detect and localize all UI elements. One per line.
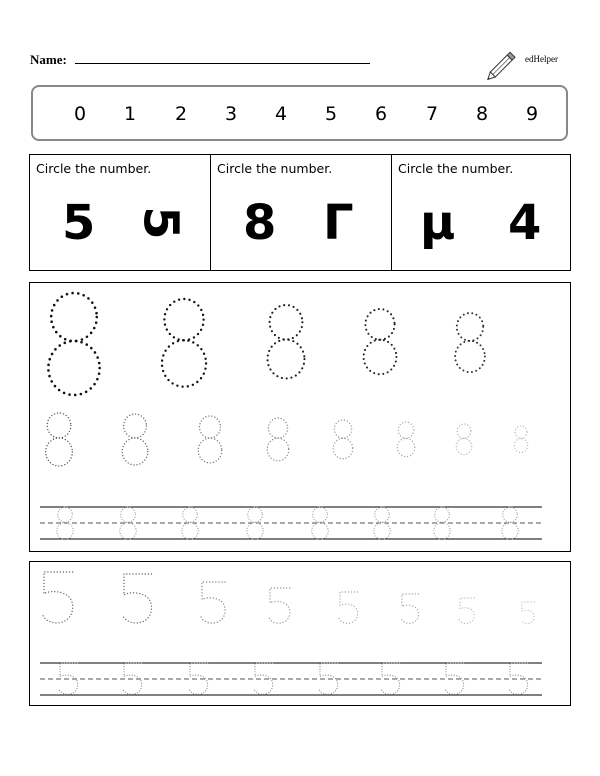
circle-cell-2	[210, 155, 392, 270]
number-0: 0	[73, 103, 87, 125]
trace-eight-large[interactable]	[455, 313, 485, 372]
brand	[485, 48, 575, 82]
circle-cell-3	[391, 155, 573, 270]
circle-cell-1	[30, 155, 210, 270]
cell-instruction: Circle the number.	[398, 161, 514, 176]
number-8: 8	[475, 103, 489, 125]
trace-five[interactable]	[339, 592, 358, 623]
pencil-icon	[485, 48, 521, 82]
choice-digit[interactable]: 5	[62, 195, 96, 251]
trace-eight-large[interactable]	[162, 299, 206, 387]
trace-eight-canvas[interactable]	[30, 283, 572, 553]
trace-five[interactable]	[201, 582, 225, 623]
brand-name: edHelper	[525, 54, 558, 64]
number-3: 3	[224, 103, 238, 125]
trace-eight-small[interactable]	[333, 420, 352, 459]
trace-five[interactable]	[269, 588, 290, 623]
number-strip	[31, 85, 568, 141]
choice-digit[interactable]: 8	[243, 195, 277, 251]
trace-eight-small[interactable]	[514, 426, 527, 453]
number-4: 4	[274, 103, 288, 125]
cell-instruction: Circle the number.	[36, 161, 152, 176]
name-field[interactable]	[75, 63, 370, 64]
trace-eight-small[interactable]	[122, 414, 148, 465]
trace-eight-small[interactable]	[198, 416, 222, 463]
number-2: 2	[174, 103, 188, 125]
choice-digit-distractor[interactable]: Γ	[323, 195, 354, 251]
choice-digit-distractor[interactable]: μ	[420, 195, 456, 251]
trace-five[interactable]	[123, 574, 152, 623]
trace-eight-small[interactable]	[456, 424, 471, 455]
choice-digit[interactable]: 4	[508, 195, 542, 251]
trace-eight-large[interactable]	[48, 293, 99, 395]
trace-eight-small[interactable]	[397, 422, 414, 457]
cell-instruction: Circle the number.	[217, 161, 333, 176]
name-label: Name:	[30, 52, 67, 67]
number-9: 9	[525, 103, 539, 125]
trace-eight-large[interactable]	[364, 309, 397, 374]
trace-five-canvas[interactable]	[30, 562, 572, 707]
trace-five[interactable]	[401, 594, 418, 623]
number-7: 7	[425, 103, 439, 125]
number-5: 5	[324, 103, 338, 125]
trace-five[interactable]	[43, 572, 73, 623]
circle-the-number-section	[29, 154, 571, 271]
trace-eight-section	[29, 282, 571, 552]
number-1: 1	[123, 103, 137, 125]
trace-five[interactable]	[459, 598, 474, 623]
trace-five-section	[29, 561, 571, 706]
name-row	[30, 52, 370, 72]
trace-eight-large[interactable]	[268, 305, 305, 378]
choice-digit-mirrored[interactable]: 5	[132, 206, 189, 240]
trace-eight-small[interactable]	[46, 413, 73, 466]
number-6: 6	[374, 103, 388, 125]
trace-eight-small[interactable]	[267, 418, 289, 461]
trace-five[interactable]	[521, 602, 534, 624]
